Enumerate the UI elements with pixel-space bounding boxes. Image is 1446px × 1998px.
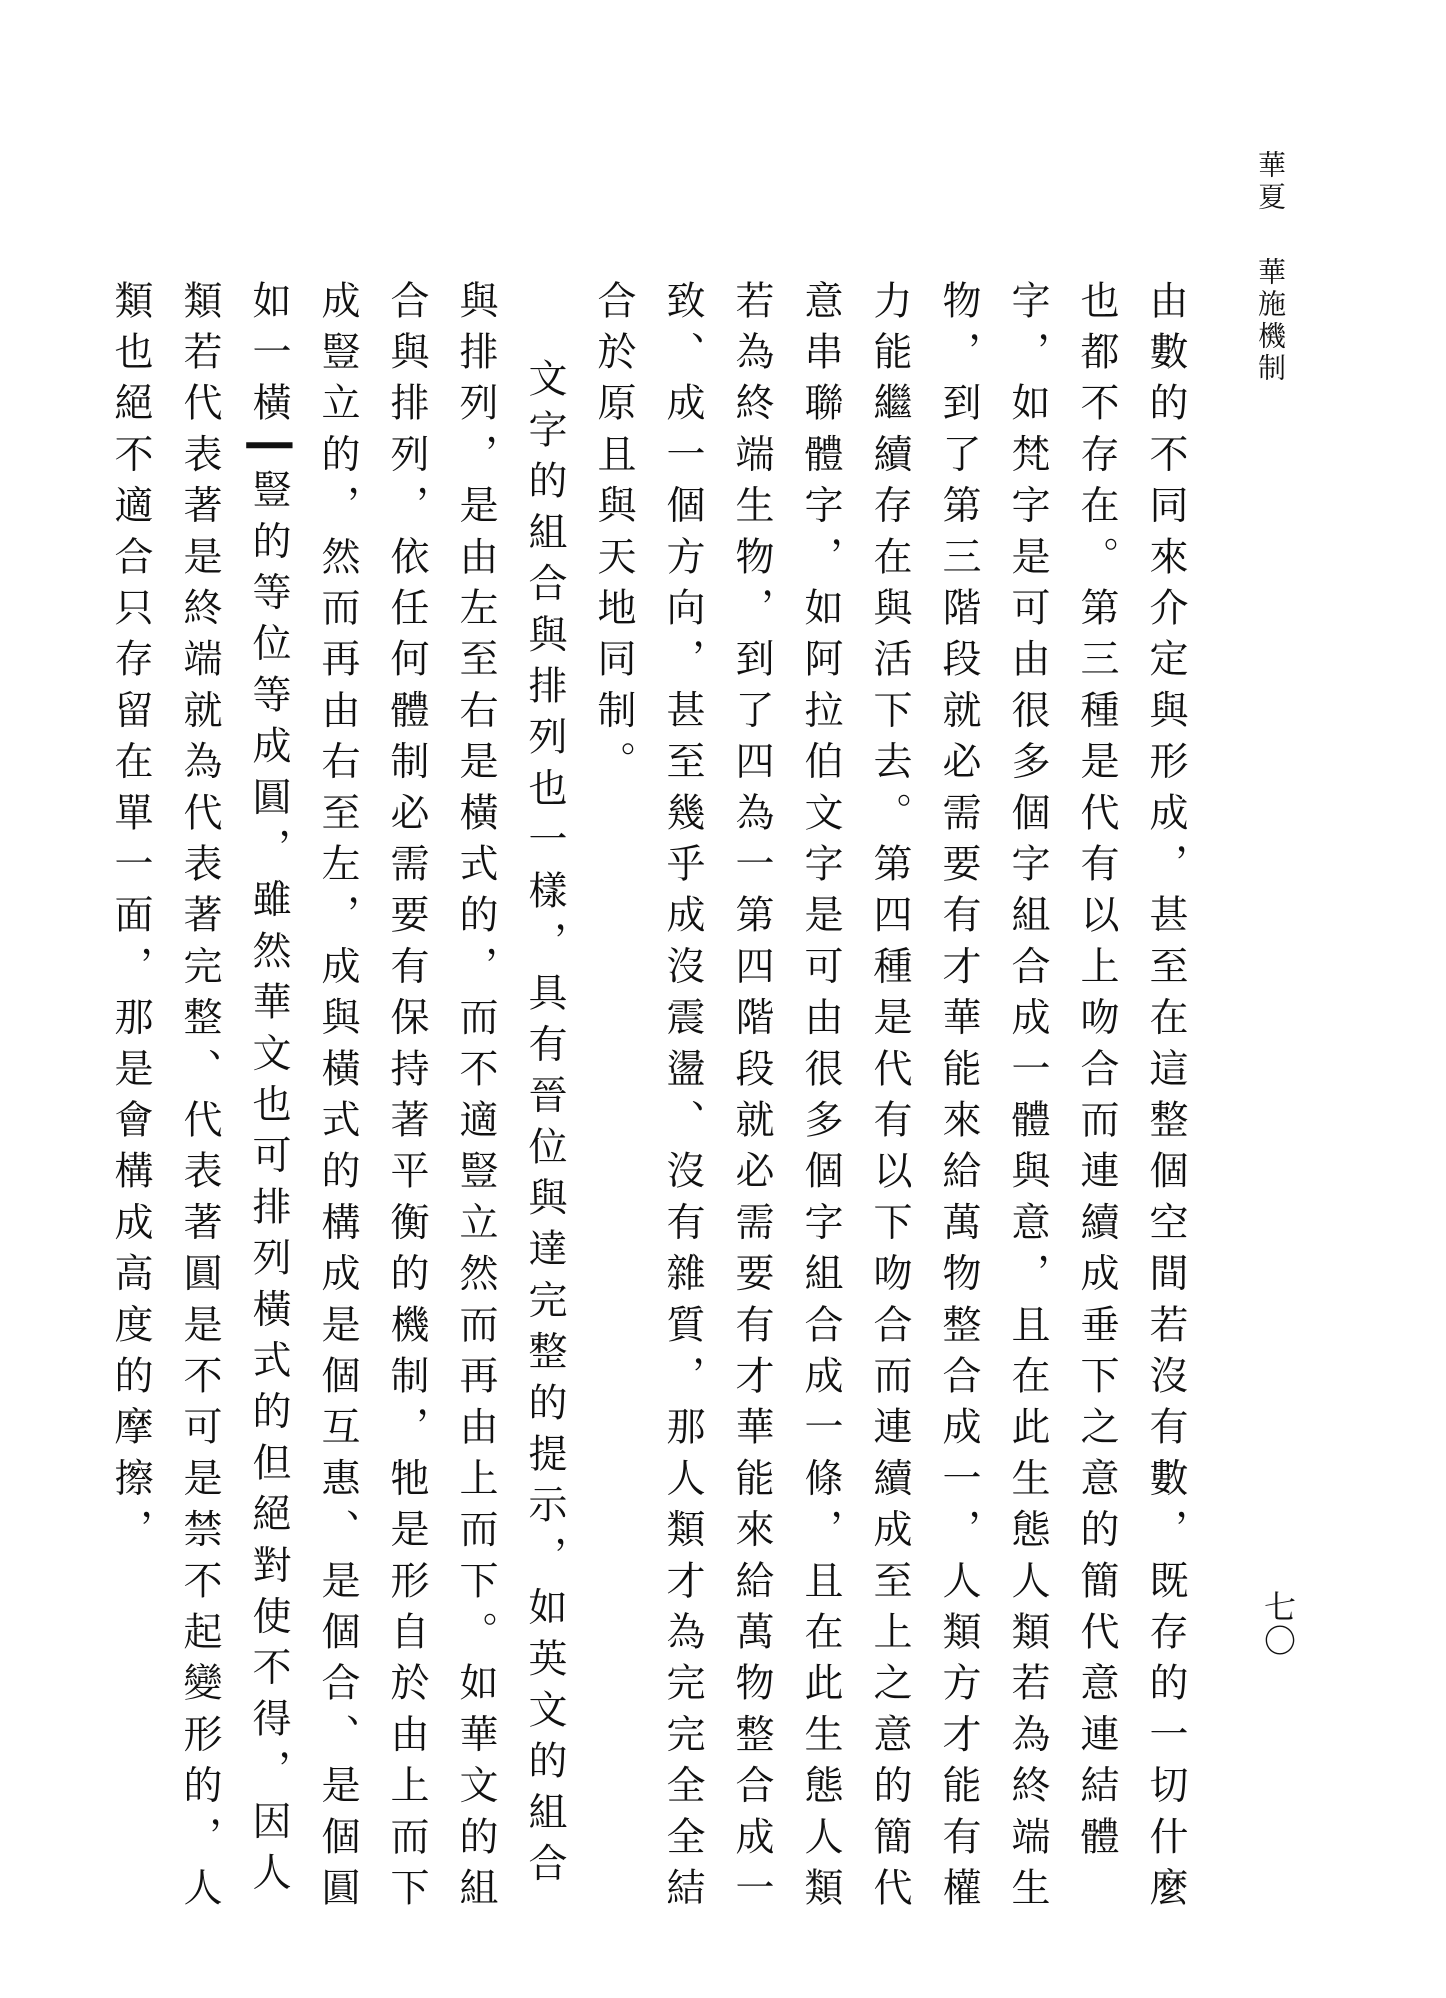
paragraph: 由數的不同來介定與形成，甚至在這整個空間若沒有數，既存的一切什麼也都不存在。第三種是代有以上吻合而連續成垂下之意的簡代意連結體字，如梵字是可由很多個字組合成一體與意，且在此生態人類若為終端生物，到了第三階段就必需要有才華能來給萬物整合成一，人類方才能有權力能繼續存在與活下去。第四種是代有以下吻合而連續成至上之意的簡代意串聯體字，如阿拉伯文字是可由很多個字組合成一條，且在此生態人類若為終端生物，到了四為一第四階段就必需要有才華能來給萬物整合成一致、成一個方向，甚至幾乎成沒震盪、沒有雜質，那人類才為完完全全結合於原且與天地同制。 [591, 280, 1188, 1919]
running-header [1242, 150, 1298, 385]
chapter-title: 華施機制 [1254, 256, 1287, 385]
main-text [96, 280, 1200, 1920]
book-title: 華夏 [1254, 150, 1287, 214]
paragraph: 文字的組合與排列也一樣，具有晉位與達完整的提示，如英文的組合與排列，是由左至右是橫式的，而不適豎立然而再由上而下。如華文的組合與排列，依任何體制必需要有保持著平衡的機制，牠是形自於由上而下成豎立的，然而再由右至左，成與橫式的構成是個互惠、是個合、是個圓如一橫┃豎的等位等成圓，雖然華文也可排列橫式的但絕對使不得，因人類若代表著是終端就為代表著完整、代表著圓是不可是禁不起變形的，人類也絕不適合只存留在單一面，那是會構成高度的摩擦， [108, 280, 567, 1919]
page-number: 七〇 [1259, 1590, 1297, 1658]
